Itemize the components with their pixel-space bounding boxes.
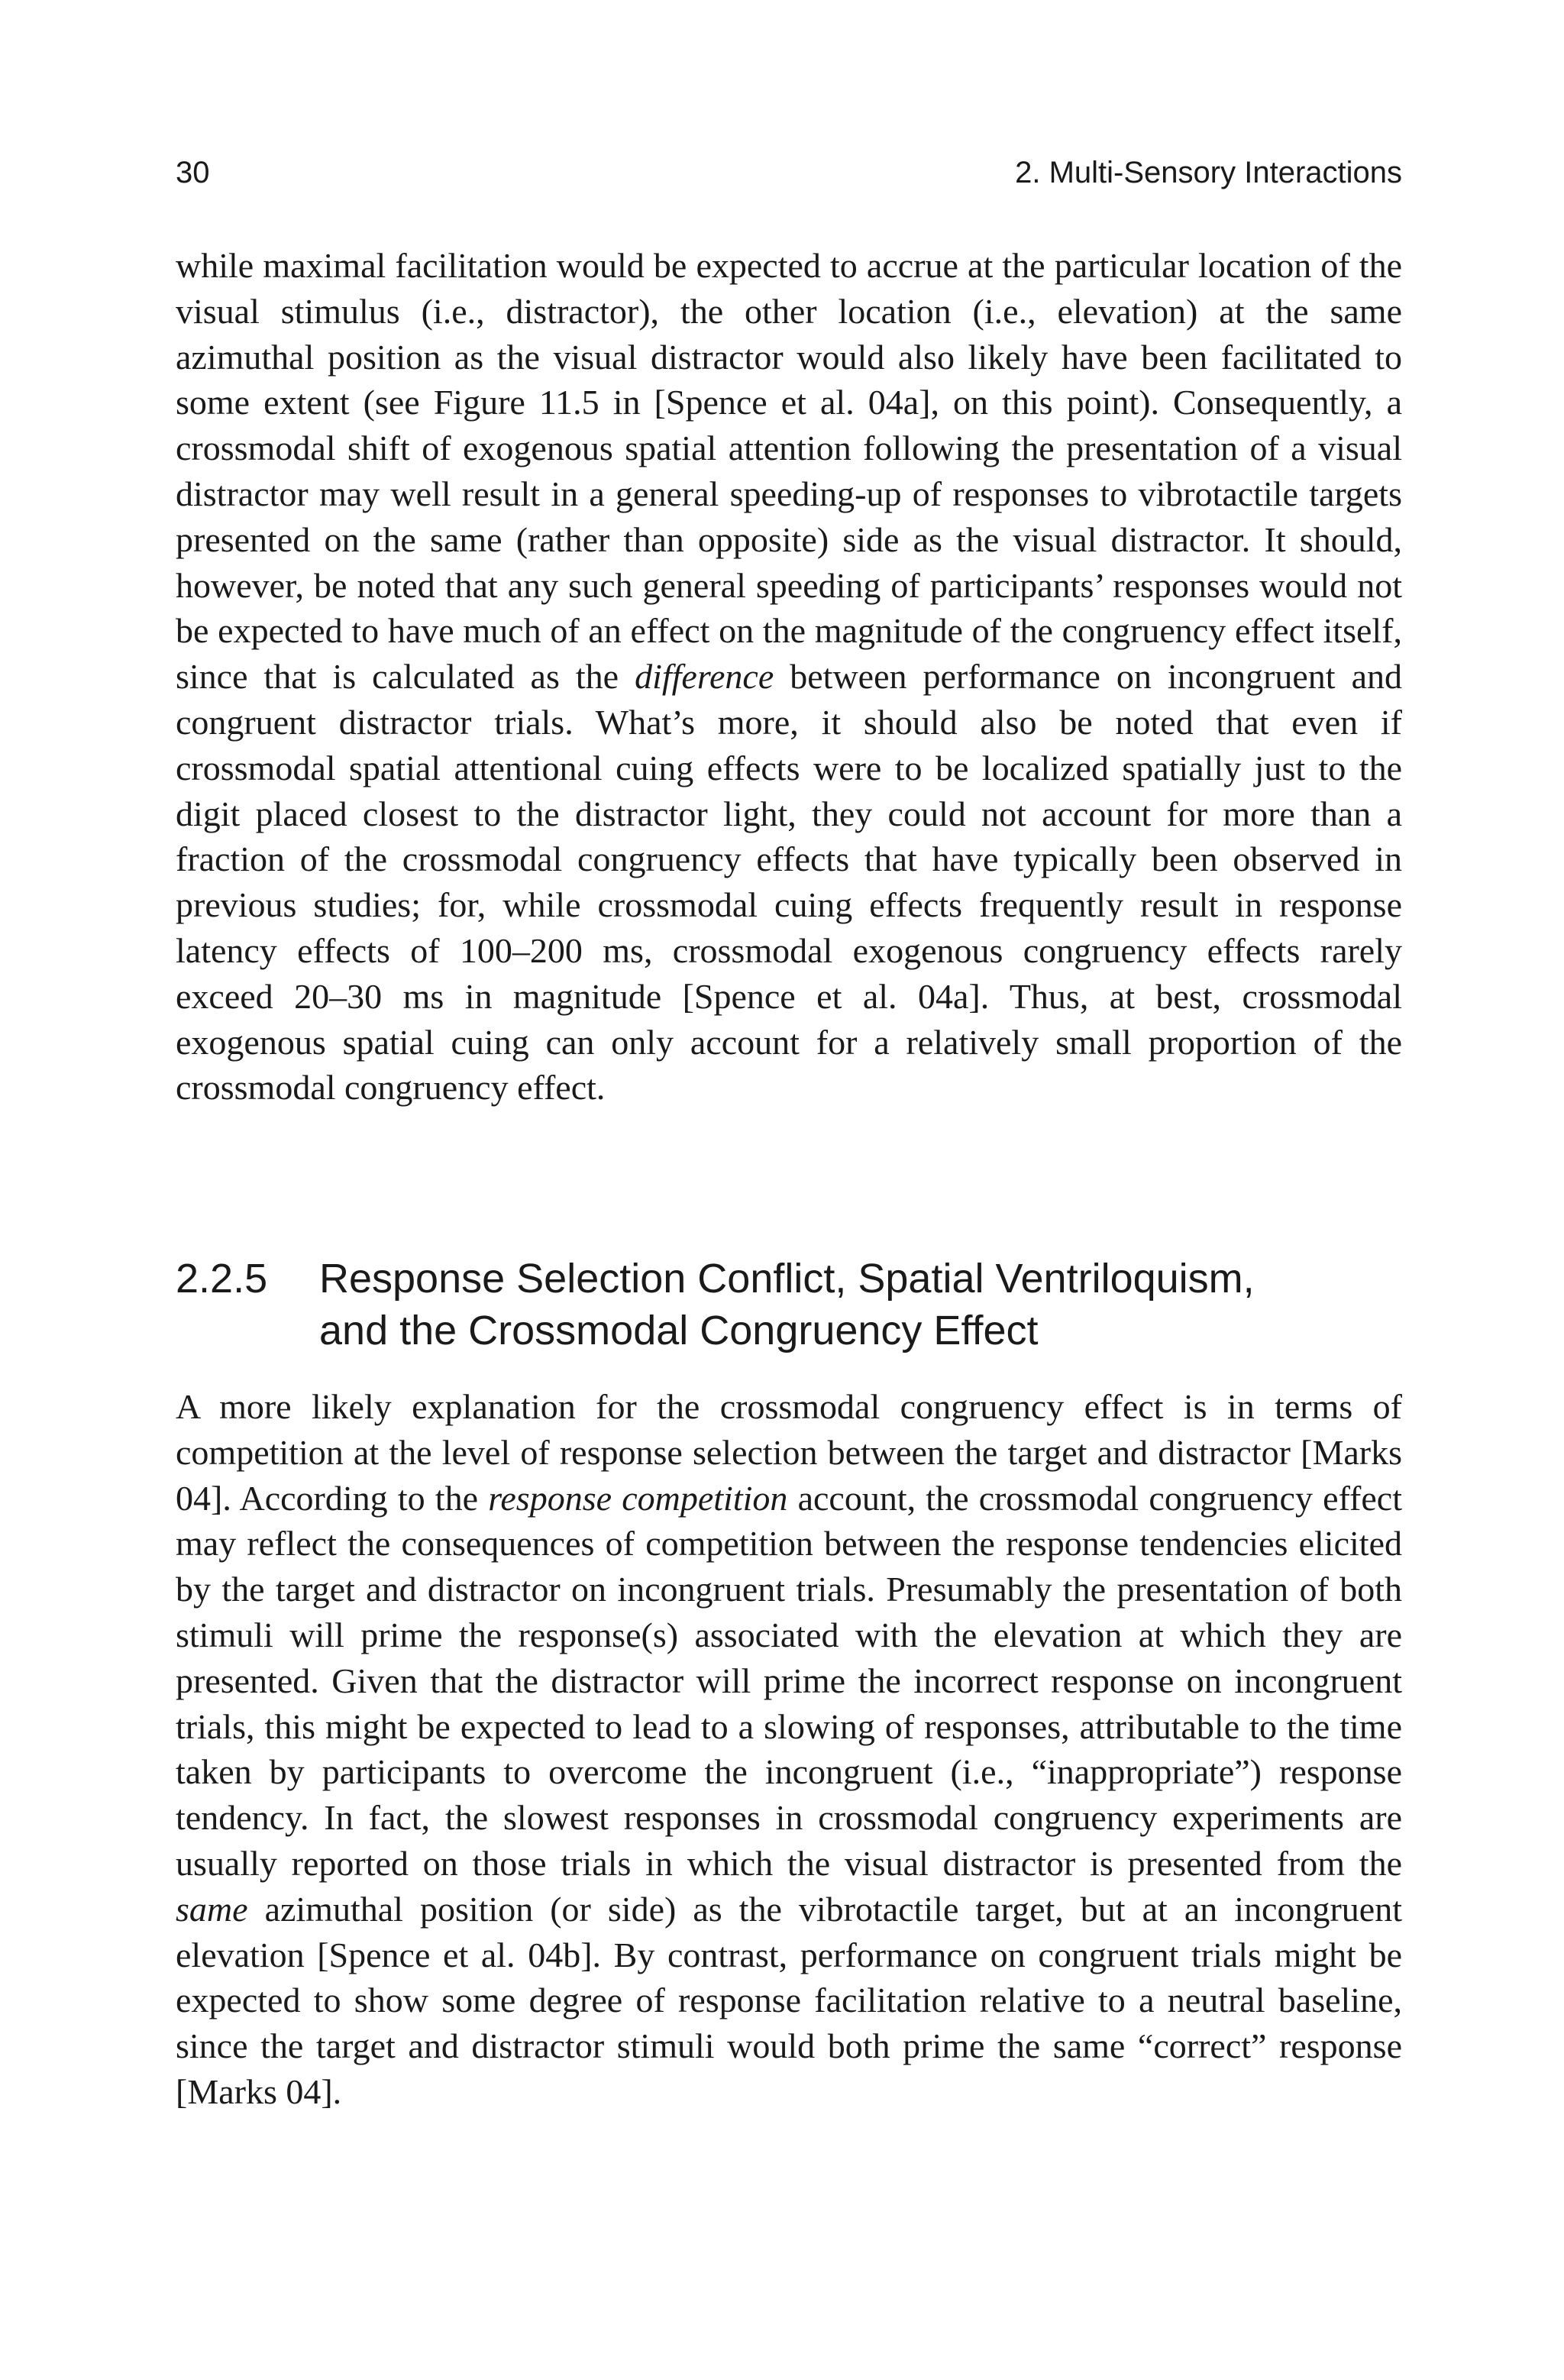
running-head: 2. Multi-Sensory Interactions [1015,156,1402,189]
paragraph-text: between performance on incongruent and congruent distractor trials. What’s more, it should also be noted that even if crossmodal spatial attentional cuing effects were to be localized spatially just to the digit placed closest to the distractor light, they could not account for more than a fraction of the crossmodal congruency effects that have typically been observed in previous studies; for, while crossmodal cuing effects frequently result in response latency effects of 100–200 ms, crossmodal exogenous congruency effects rarely exceed 20–30 ms in magnitude [Spence et al. 04a]. Thus, at best, crossmodal exogenous spatial cuing can only account for a relatively small proportion of the crossmodal congruency effect. [176,657,1402,1108]
paragraph-text: account, the crossmodal congruency effect may reflect the consequences of competition between the response tendencies elicited by the target and distractor on incongruent trials. Presumably the presentation of both stimuli will prime the response(s) associated with the elevation at which they are presented. Given that the distractor will prime the incorrect response on incongruent trials, this might be expected to lead to a slowing of responses, attributable to the time taken by participants to overcome the incongruent (i.e., “inappropriate”) response tendency. In fact, the slowest responses in crossmodal congruency experiments are usually reported on those trials in which the visual distractor is presented from the [176,1478,1402,1883]
page-number: 30 [176,156,210,189]
section-title-line-2: and the Crossmodal Congruency Effect [319,1308,1039,1353]
body-paragraph [176,1384,1402,2115]
page-header [176,150,1402,196]
emphasized-term: same [176,1889,248,1929]
emphasized-term: difference [635,657,774,697]
section-title-line-1: Response Selection Conflict, Spatial Ventriloquism, [319,1256,1255,1302]
body-paragraph [176,243,1402,1111]
emphasized-term: response competition [488,1478,788,1518]
section-heading [176,1253,1402,1357]
section-number: 2.2.5 [176,1256,268,1302]
paragraph-text: while maximal facilitation would be expected to accrue at the particular location of the visual stimulus (i.e., distractor), the other location (i.e., elevation) at the same azimuthal position as the visual distractor would also likely have been facilitated to some extent (see Figure 11.5 in [Spence et al. 04a], on this point). Consequently, a crossmodal shift of exogenous spatial attention following the presentation of a visual distractor may well result in a general speeding-up of responses to vibrotactile targets presented on the same (rather than opposite) side as the visual distractor. It should, however, be noted that any such general speeding of participants’ responses would not be expected to have much of an effect on the magnitude of the congruency effect itself, since that is calculated as the [176,246,1402,697]
paragraph-text: azimuthal position (or side) as the vibrotactile target, but at an incongruent elevation [Spence et al. 04b]. By contrast, performance on congruent trials might be expected to show some degree of response facilitation relative to a neutral baseline, since the target and distractor stimuli would both prime the same “correct” response [Marks 04]. [176,1889,1402,2111]
paragraph-text: A more likely explanation for the crossmodal congruency effect is in terms of competition at the level of response selection between the target and distractor [Marks 04]. According to the [176,1387,1402,1518]
